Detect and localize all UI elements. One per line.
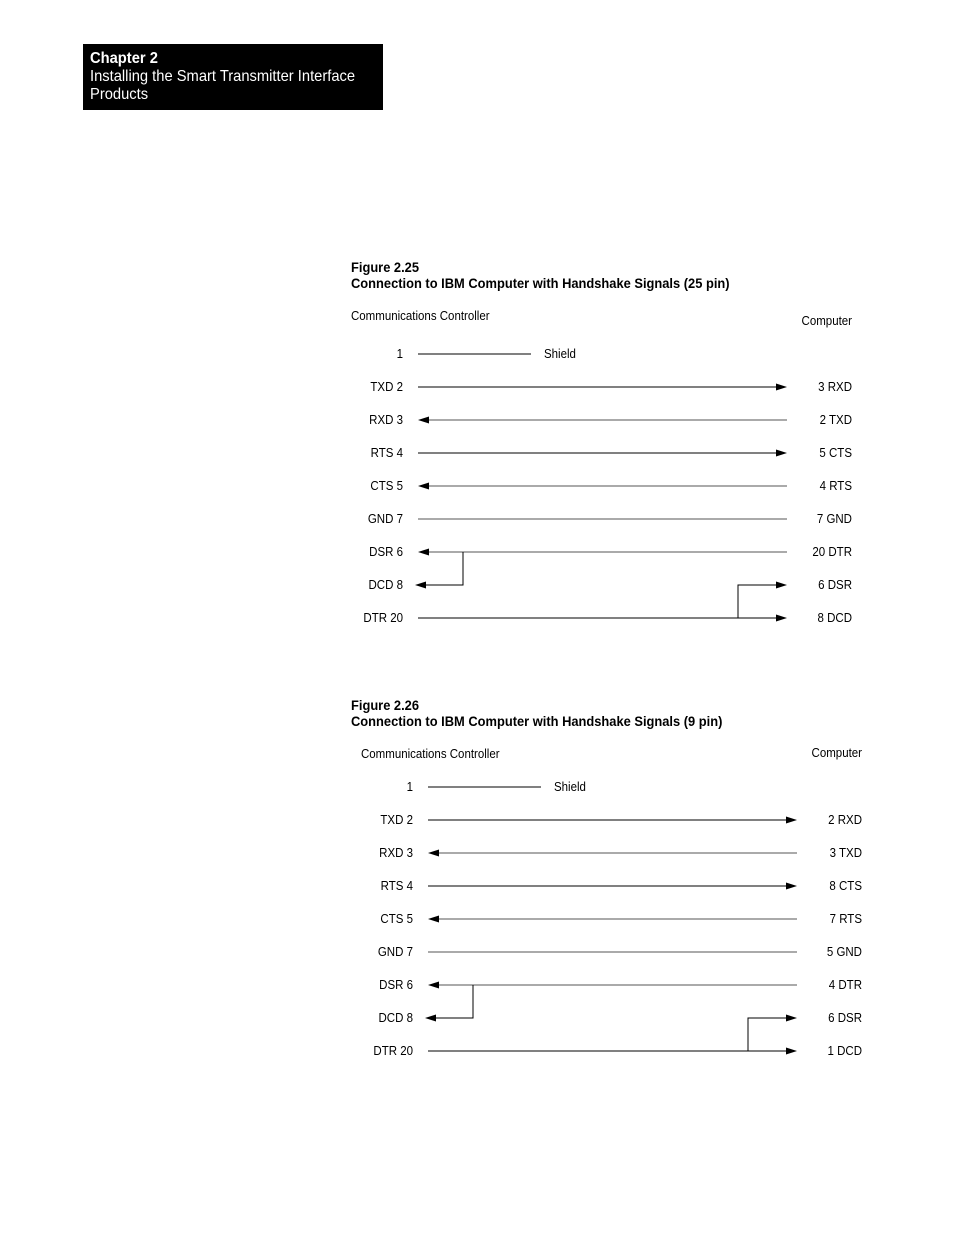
chapter-title-line1: Installing the Smart Transmitter Interface: [90, 68, 356, 85]
computer-pin-label: 6 DSR: [828, 1010, 862, 1026]
computer-pin-label: 3 TXD: [829, 845, 862, 861]
shield-label: Shield: [554, 779, 586, 795]
computer-heading: Computer: [811, 745, 862, 761]
arrow-right-icon: [786, 883, 797, 890]
controller-pin-label: GND 7: [367, 511, 403, 527]
controller-pin-label: DCD 8: [378, 1010, 413, 1026]
computer-pin-label: 5 GND: [826, 944, 862, 960]
controller-heading: Communications Controller: [351, 308, 490, 324]
figure-number: Figure 2.26: [351, 697, 420, 713]
shield-pin-label: 1: [406, 779, 413, 795]
jumper-wire: [427, 985, 473, 1018]
arrow-right-icon: [786, 817, 797, 824]
controller-pin-label: DTR 20: [363, 610, 403, 626]
computer-pin-label: 8 DCD: [817, 610, 852, 626]
computer-pin-label: 2 TXD: [819, 412, 852, 428]
controller-pin-label: DSR 6: [379, 977, 413, 993]
computer-pin-label: 4 DTR: [828, 977, 862, 993]
controller-pin-label: RTS 4: [370, 445, 403, 461]
controller-pin-label: DCD 8: [368, 577, 403, 593]
controller-pin-label: RTS 4: [380, 878, 413, 894]
computer-pin-label: 1 DCD: [827, 1043, 862, 1059]
computer-pin-label: 7 GND: [816, 511, 852, 527]
figure-title: Connection to IBM Computer with Handshake Signals (25 pin): [351, 275, 730, 291]
computer-pin-label: 2 RXD: [828, 812, 862, 828]
chapter-number: Chapter 2: [90, 50, 158, 67]
arrow-right-icon: [786, 1048, 797, 1055]
computer-heading: Computer: [801, 313, 852, 329]
computer-pin-label: 4 RTS: [819, 478, 852, 494]
chapter-title-line2: Products: [90, 86, 149, 103]
controller-pin-label: CTS 5: [370, 478, 403, 494]
controller-heading: Communications Controller: [360, 746, 500, 762]
computer-pin-label: 3 RXD: [818, 379, 852, 395]
arrow-left-icon: [425, 1015, 436, 1022]
figure-title: Connection to IBM Computer with Handshake Signals (9 pin): [351, 713, 723, 729]
computer-pin-label: 5 CTS: [819, 445, 852, 461]
computer-pin-label: 20 DTR: [812, 544, 852, 560]
controller-pin-label: CTS 5: [380, 911, 413, 927]
controller-pin-label: DSR 6: [369, 544, 403, 560]
jumper-wire: [748, 1018, 793, 1051]
arrow-left-icon: [428, 982, 439, 989]
controller-pin-label: RXD 3: [369, 412, 403, 428]
computer-pin-label: 6 DSR: [818, 577, 852, 593]
controller-pin-label: TXD 2: [370, 379, 403, 395]
controller-pin-label: GND 7: [377, 944, 413, 960]
computer-pin-label: 7 RTS: [829, 911, 862, 927]
shield-pin-label: 1: [396, 346, 403, 362]
controller-pin-label: DTR 20: [373, 1043, 413, 1059]
controller-pin-label: TXD 2: [380, 812, 413, 828]
controller-pin-label: RXD 3: [379, 845, 413, 861]
arrow-left-icon: [428, 916, 439, 923]
figure-number: Figure 2.25: [351, 259, 420, 275]
arrow-left-icon: [428, 850, 439, 857]
shield-label: Shield: [544, 346, 576, 362]
computer-pin-label: 8 CTS: [829, 878, 862, 894]
arrow-right-icon: [786, 1015, 797, 1022]
